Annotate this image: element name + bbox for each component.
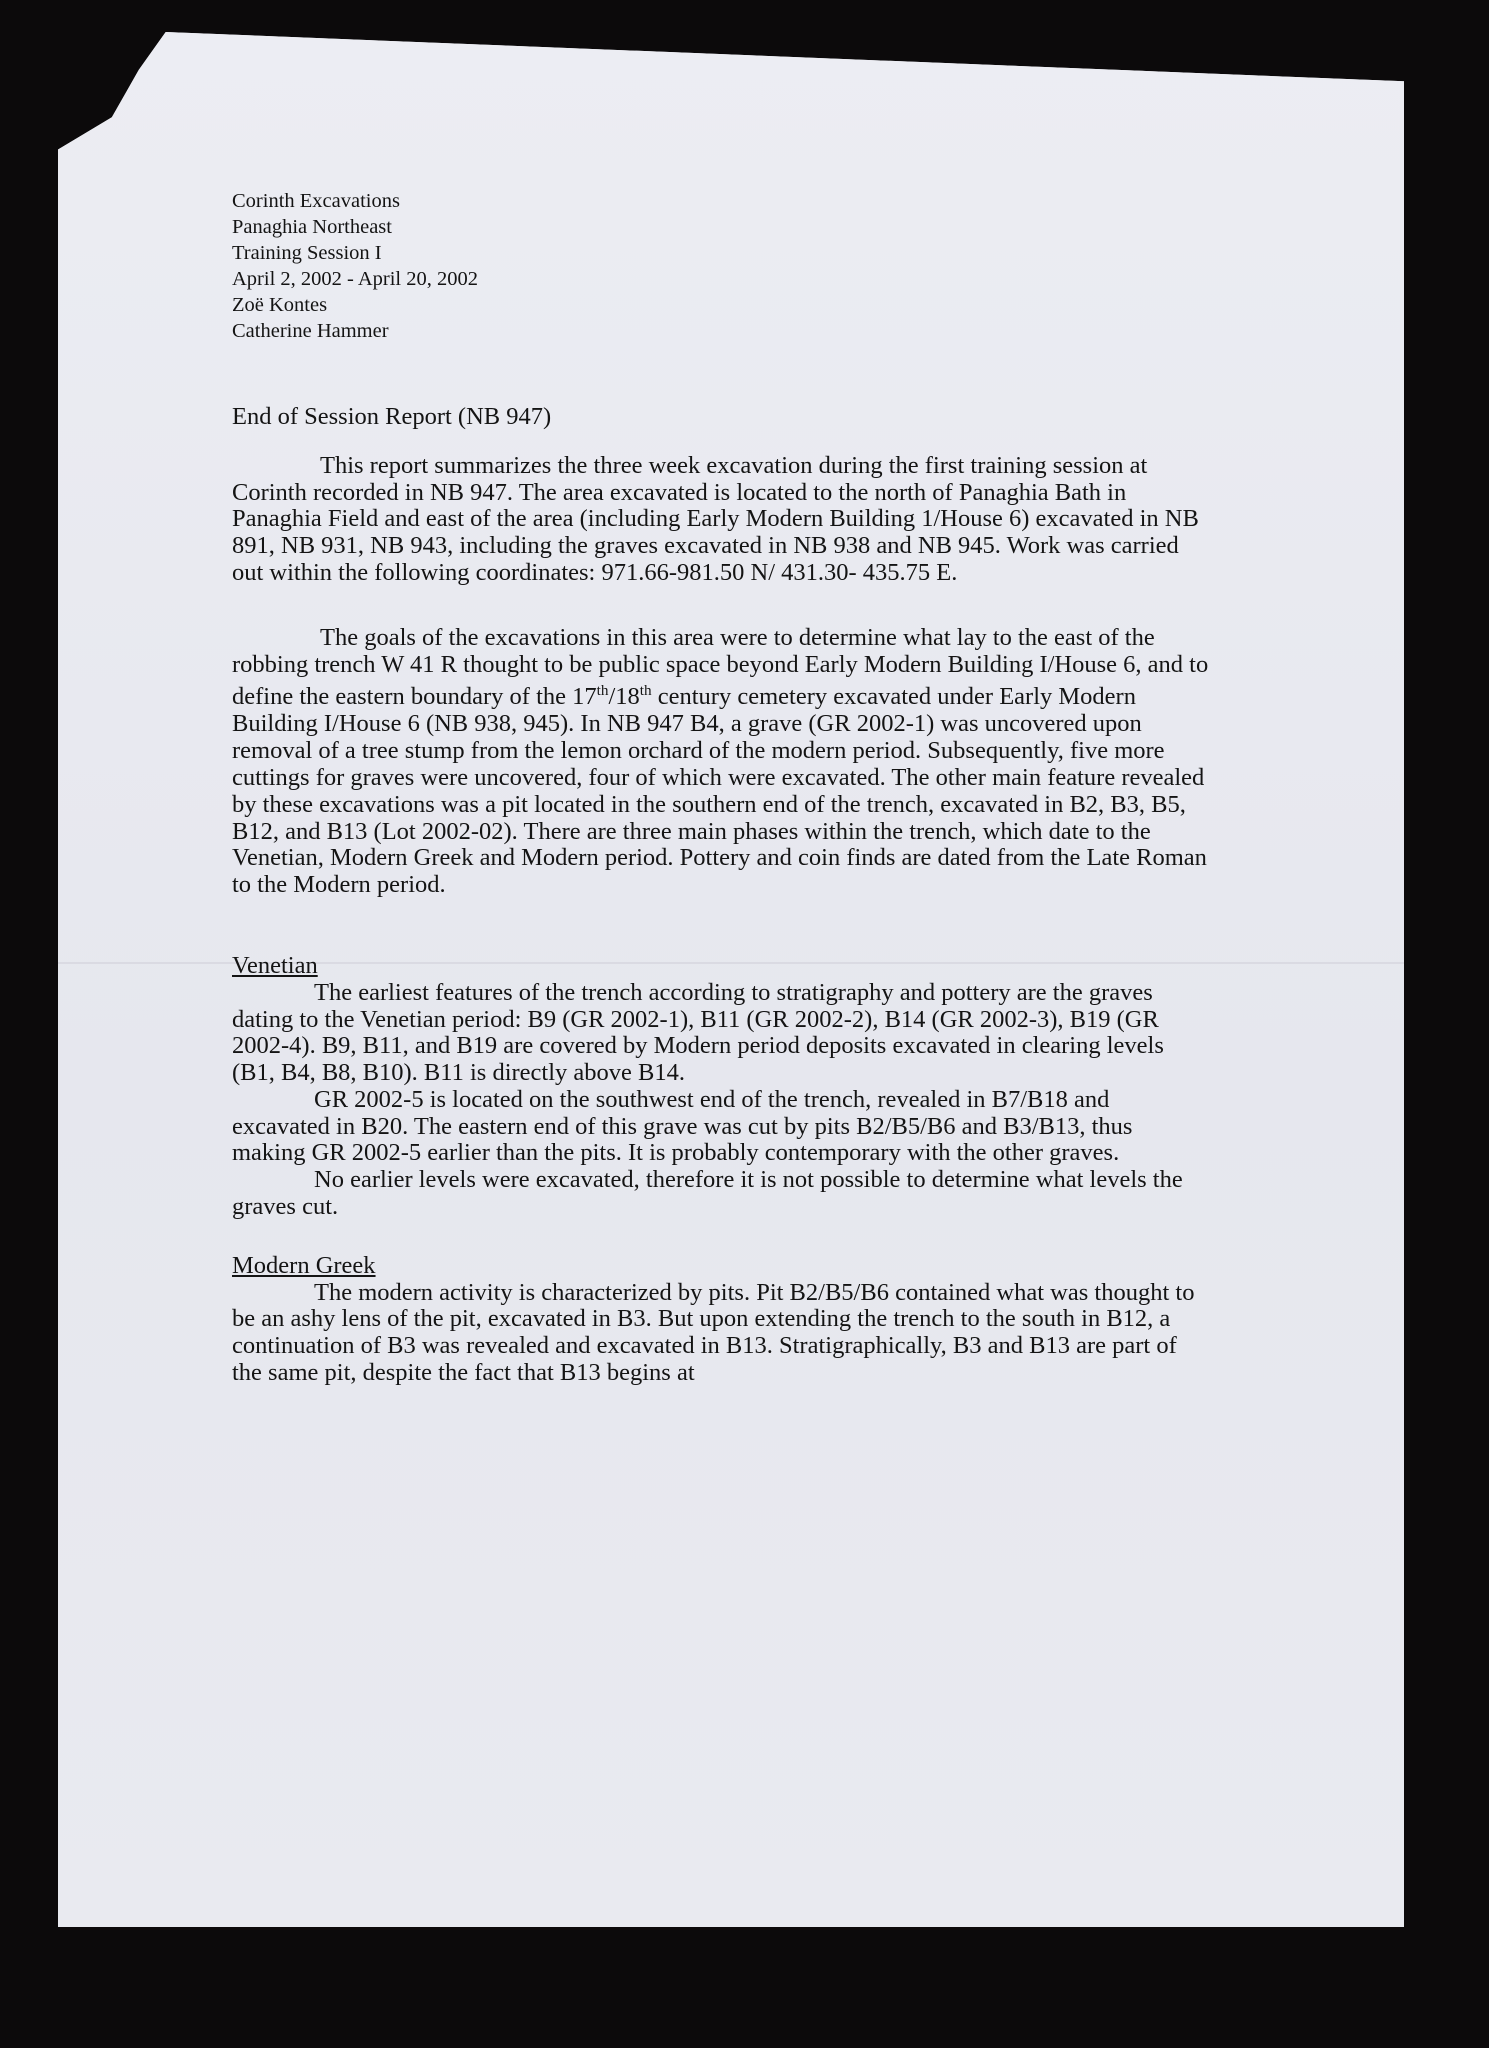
venetian-paragraph: No earlier levels were excavated, therefore it is not possible to determine what levels the graves cut.: [232, 1166, 1183, 1221]
header-line: Training Session I: [232, 242, 382, 264]
goals-text: The goals of the excavations in this area were to determine what lay to the east of the robbing trench W 41 R thought to be public space beyond Early Modern Building I/House 6, and to define the eastern boundary of the 17: [232, 623, 1209, 711]
venetian-heading: Venetian: [232, 951, 318, 979]
superscript: th: [639, 682, 652, 700]
document-body: [232, 188, 1212, 1387]
superscript: th: [596, 682, 609, 700]
letterhead: [232, 188, 1212, 344]
modern-greek-heading: Modern Greek: [232, 1251, 376, 1279]
intro-paragraph: This report summarizes the three week excavation during the first training session at Corinth recorded in NB 947. The area excavated is located to the north of Panaghia Bath in Panaghia Field and east of the area (including Early Modern Building 1/House 6) excavated in NB 891, NB 931, NB 943, including the graves excavated in NB 938 and NB 945. Work was carried out within the following coordinates: 971.66-981.50 N/ 431.30- 435.75 E.: [232, 451, 1199, 586]
goals-paragraph: [232, 625, 1212, 899]
header-line: April 2, 2002 - April 20, 2002: [232, 268, 478, 290]
goals-text: /18: [608, 683, 640, 711]
report-title: End of Session Report (NB 947): [232, 403, 552, 430]
goals-text: century cemetery excavated under Early Modern Building I/House 6 (NB 938, 945). In NB 947 B4, a grave (GR 2002-1) was uncovered upon removal of a tree stump from the lemon orchard of the modern period. Subsequently, five more cuttings for graves were uncovered, four of which were excavated. The other main feature revealed by these excavations was a pit located in the southern end of the trench, excavated in B2, B3, B5, B12, and B13 (Lot 2002-02). There are three main phases within the trench, which date to the Venetian, Modern Greek and Modern period. Pottery and coin finds are dated from the Late Roman to the Modern period.: [232, 683, 1207, 899]
modern-greek-paragraph: The modern activity is characterized by pits. Pit B2/B5/B6 contained what was thought to be an ashy lens of the pit, excavated in B3. But upon extending the trench to the south in B12, a continuation of B3 was revealed and excavated in B13. Stratigraphically, B3 and B13 are part of the same pit, despite the fact that B13 begins at: [232, 1278, 1195, 1387]
venetian-paragraph: GR 2002-5 is located on the southwest end of the trench, revealed in B7/B18 and excavated in B20. The eastern end of this grave was cut by pits B2/B5/B6 and B3/B13, thus making GR 2002-5 earlier than the pits. It is probably contemporary with the other graves.: [232, 1085, 1133, 1167]
venetian-paragraph: The earliest features of the trench according to stratigraphy and pottery are the graves dating to the Venetian period: B9 (GR 2002-1), B11 (GR 2002-2), B14 (GR 2002-3), B19 (GR 2002-4). B9, B11, and B19 are covered by Modern period deposits excavated in clearing levels (B1, B4, B8, B10). B11 is directly above B14.: [232, 978, 1164, 1087]
header-line: Panaghia Northeast: [232, 216, 392, 238]
header-line: Catherine Hammer: [232, 320, 389, 342]
header-line: Corinth Excavations: [232, 190, 400, 212]
header-line: Zoë Kontes: [232, 294, 328, 316]
